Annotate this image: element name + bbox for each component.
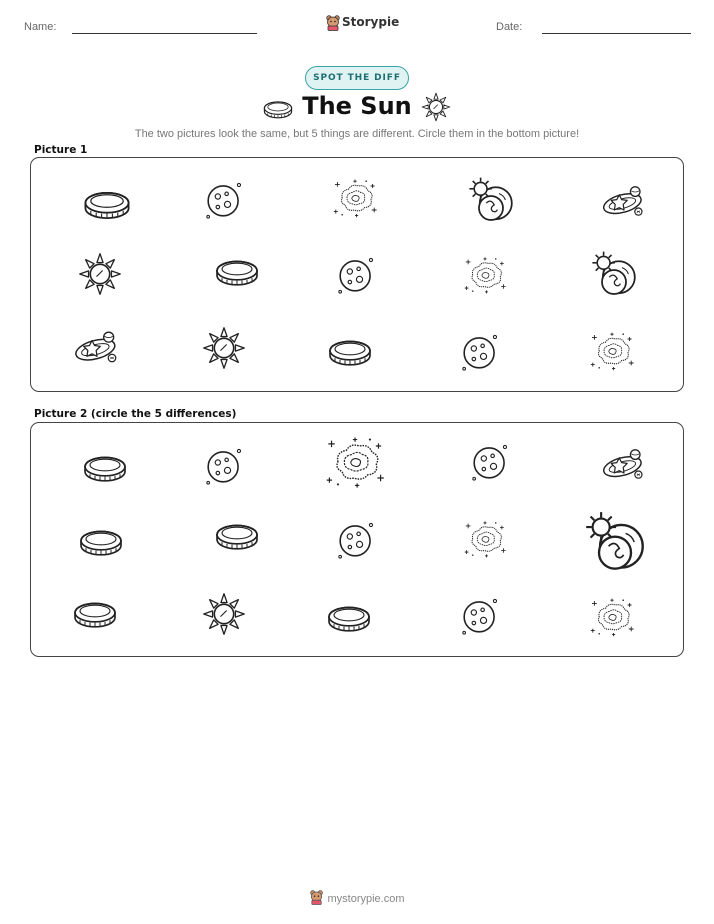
spot-the-diff-badge: SPOT THE DIFF [305, 66, 409, 90]
footer-mascot-icon [309, 889, 324, 905]
picture-2-coin-icon[interactable] [212, 513, 262, 553]
picture-2-galaxy-icon[interactable] [323, 430, 387, 494]
picture-1-label: Picture 1 [34, 144, 88, 156]
picture-1-galaxy-icon [331, 176, 379, 220]
picture-1-sun-icon [78, 252, 122, 296]
picture-2-label: Picture 2 (circle the 5 differences) [34, 408, 237, 420]
picture-1-moon-icon [334, 252, 378, 298]
name-label: Name: [24, 21, 57, 33]
date-line[interactable] [542, 33, 691, 34]
brand-name: Storypie [342, 15, 400, 29]
page-title: The Sun [302, 92, 412, 120]
picture-2-sun-earth-icon[interactable] [582, 510, 648, 574]
picture-2-galaxy-icon[interactable] [588, 594, 636, 640]
picture-1-coin-icon [325, 329, 375, 369]
picture-1-coin-icon [80, 181, 134, 221]
picture-2-coin-icon[interactable] [324, 595, 374, 635]
picture-2-moon-icon[interactable] [202, 443, 246, 489]
picture-2-coin-icon[interactable] [70, 590, 120, 632]
picture-2-sun-icon[interactable] [202, 592, 246, 636]
title-coin-icon [261, 94, 295, 120]
footer [0, 889, 714, 905]
picture-1-coin-icon [212, 250, 262, 288]
name-line[interactable] [72, 33, 257, 34]
picture-2-moon-icon[interactable] [468, 440, 512, 484]
picture-1-moon-icon [202, 178, 246, 222]
picture-1-sun-earth-icon [588, 250, 640, 298]
picture-2-coin-icon[interactable] [80, 444, 130, 486]
picture-2-moon-icon[interactable] [334, 518, 378, 562]
picture-1-planet-star-icon [72, 328, 122, 368]
date-label: Date: [496, 21, 523, 33]
storypie-mascot-icon [325, 14, 341, 31]
picture-2-planet-star-icon[interactable] [600, 444, 648, 486]
footer-site: mystorypie.com [327, 893, 405, 905]
picture-1-planet-star-icon [600, 180, 648, 224]
brand-logo [325, 14, 400, 32]
picture-1-moon-icon [457, 330, 503, 374]
title-sun-icon [421, 92, 451, 122]
picture-2-moon-icon[interactable] [457, 594, 503, 638]
picture-1-galaxy-icon [462, 252, 508, 298]
instructions: The two pictures look the same, but 5 things are different. Circle them in the bottom picture! [134, 128, 580, 140]
picture-2-galaxy-icon[interactable] [462, 516, 508, 562]
picture-2-coin-icon[interactable] [76, 518, 126, 560]
picture-1-sun-earth-icon [466, 176, 516, 224]
picture-1-galaxy-icon [588, 328, 636, 374]
picture-1-sun-icon [202, 326, 246, 370]
